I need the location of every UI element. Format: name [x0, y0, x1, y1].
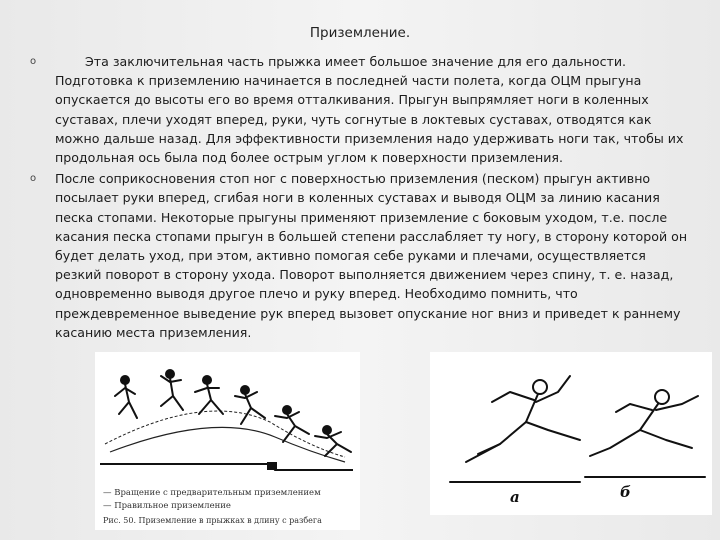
legend-rotation: — Вращение с предварительным приземлением [103, 488, 321, 498]
bullet-item [30, 52, 695, 167]
legend-correct: — Правильное приземление [103, 501, 231, 511]
bullet-list [30, 52, 695, 342]
figure-landing-sequence [95, 352, 360, 530]
figure-landing-postures [430, 352, 712, 515]
bullet-text: Эта заключительная часть прыжка имеет большое значение для его дальности. Подготовка к приземлению начинается в последней части полета, когда ОЦМ прыгуна опускается до высоты его во время отталкивания. Прыгун выпрямляет ноги в коленных суставах, плечи уходят вперед, руки, чуть согнутые в локтевых суставах, отводятся как можно дальше назад. Для эффективности приземления надо удерживать ноги так, чтобы их продольная ось была под более острым углом к поверхности приземления. [55, 54, 684, 166]
bullet-marker: o [30, 56, 37, 67]
bullet-text: После соприкосновения стоп ног с поверхностью приземления (песком) прыгун активно посылает руки вперед, сгибая ноги в коленных суставах и выводя ОЦМ за линию касания песка стопами. Некоторые прыгуны применяют приземление с боковым уходом, т.е. после касания песка стопами прыгун в большей степени расслабляет ту ногу, в сторону которой он будет делать уход, при этом, активно помогая себе руками и плечами, осуществляется резкий поворот в сторону ухода. Поворот выполняется движением через спину, т. е. назад, одновременно выводя другое плечо и руку вперед. Необходимо помнить, что преждевременное выведение рук вперед вызовет опускание ног вниз и приведет к раннему касанию места приземления. [55, 171, 688, 340]
bullet-item [30, 169, 695, 342]
figure-caption: Рис. 50. Приземление в прыжках в длину с разбега [103, 516, 322, 525]
label-b: б [620, 483, 631, 501]
bullet-marker: o [30, 173, 37, 185]
slide-title: Приземление. [309, 25, 411, 41]
landing-postures-drawing [430, 352, 712, 515]
label-a: а [510, 488, 520, 506]
